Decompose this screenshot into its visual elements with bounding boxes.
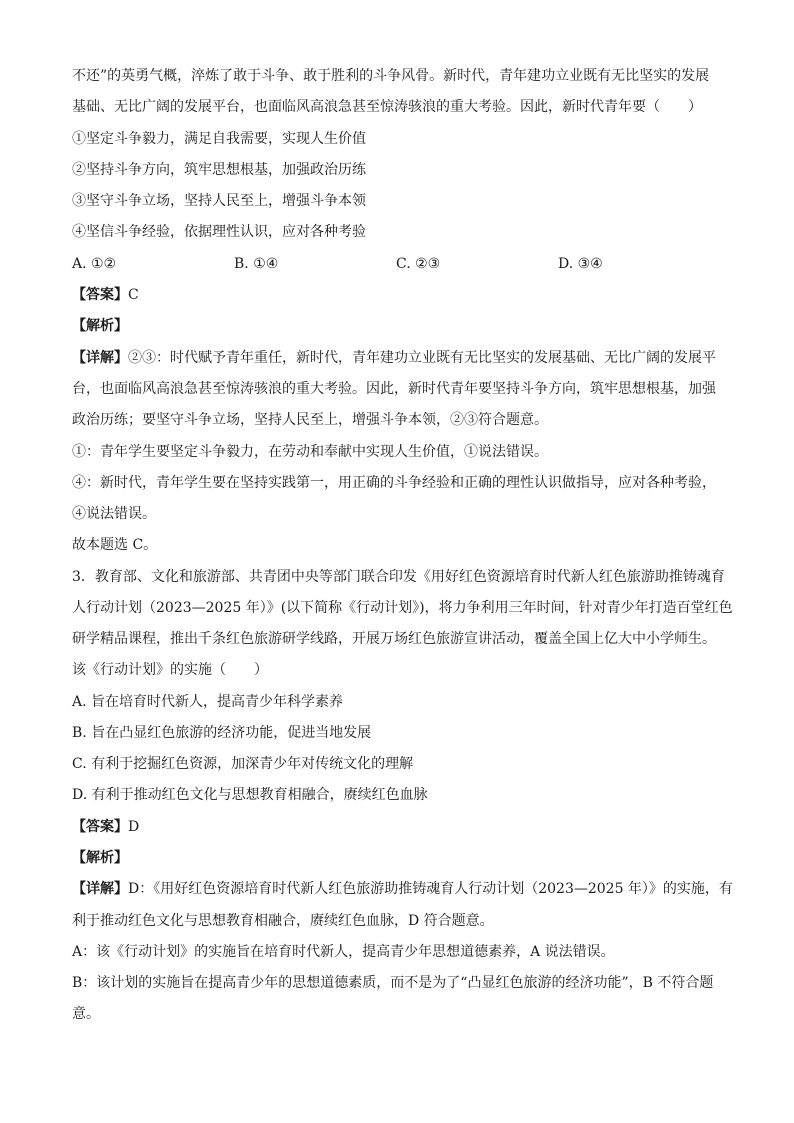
q3-option-b: B. 旨在凸显红色旅游的经济功能，促进当地发展 [72,725,372,741]
q2-detail-line: 政治历练；要坚守斗争立场，坚持人民至上，增强斗争本领，②③符合题意。 [72,412,548,428]
q2-detail-line: 台，也面临风高浪急甚至惊涛骇浪的重大考验。因此，新时代青年要坚持斗争方向，筑牢思想根基，加强 [72,381,716,397]
detail-text: ②③：时代赋予青年重任，新时代，青年建功立业既有无比坚实的发展基础、无比广阔的发展平 [128,350,716,366]
detail-tag: 【详解】 [72,350,128,366]
q2-statement-3: ③坚守斗争立场，坚持人民至上，增强斗争本领 [72,193,366,209]
q3-option-d: D. 有利于推动红色文化与思想教育相融合，赓续红色血脉 [72,787,428,803]
answer-value: C [128,287,139,303]
q3-detail-line: 利于推动红色文化与思想教育相融合，赓续红色血脉，D 符合题意。 [72,913,494,929]
q3-detail-line: B：该计划的实施旨在提高青少年的思想道德素质，而不是为了“凸显红色旅游的经济功能”，B 不符合题 [72,975,714,991]
q2-statement-2: ②坚持斗争方向，筑牢思想根基，加强政治历练 [72,162,366,178]
q2-option-d: D. ③④ [558,256,603,272]
detail-text: D：《用好红色资源培育时代新人红色旅游助推铸魂育人行动计划（2023—2025 年）》的实施，有 [128,881,733,897]
q2-option-b: B. ①④ [234,256,279,272]
answer-tag: 【答案】 [72,819,128,835]
q3-option-a: A. 旨在培育时代新人，提高青少年科学素养 [72,694,344,710]
q3-option-c: C. 有利于挖掘红色资源，加深青少年对传统文化的理解 [72,756,414,772]
q2-detail-line: ①：青年学生要坚定斗争毅力，在劳动和奉献中实现人生价值，①说法错误。 [72,444,548,460]
detail-tag: 【详解】 [72,881,128,897]
q2-answer [72,285,139,305]
q3-answer [72,817,139,837]
q3-stem-line: 3．教育部、文化和旅游部、共青团中央等部门联合印发《用好红色资源培育时代新人红色旅游助推铸魂育 [72,569,725,585]
q2-statement-1: ①坚定斗争毅力，满足自我需要，实现人生价值 [72,131,366,147]
q2-option-c: C. ②③ [396,256,441,272]
q2-conclusion: 故本题选 C。 [72,537,158,553]
q2-detail-line: ④说法错误。 [72,506,156,522]
q2-option-a: A. ①② [72,256,117,272]
q2-options [72,254,712,274]
q2-stem-line: 基础、无比广阔的发展平台，也面临风高浪急甚至惊涛骇浪的重大考验。因此，新时代青年要（ ） [72,99,702,115]
q2-stem-line: 不还”的英勇气概，淬炼了敢于斗争、敢于胜利的斗争风骨。新时代，青年建功立业既有无比坚实的发展 [72,68,710,84]
q3-detail-line: A：该《行动计划》的实施旨在培育时代新人，提高青少年思想道德素养，A 说法错误。 [72,944,615,960]
q2-detail-line: ④：新时代，青年学生要在坚持实践第一，用正确的斗争经验和正确的理性认识做指导，应对各种考验， [72,475,716,491]
answer-tag: 【答案】 [72,287,128,303]
q3-stem-line: 人行动计划（2023—2025 年）》(以下简称《行动计划》)，将力争利用三年时间，针对青少年打造百堂红色 [72,600,733,616]
q3-detail-line [72,879,733,899]
q3-analysis-tag: 【解析】 [72,850,128,866]
q3-stem-line: 该《行动计划》的实施（ ） [72,662,268,678]
q3-detail-line: 意。 [72,1006,100,1022]
q2-analysis-tag: 【解析】 [72,318,128,334]
q2-detail-line [72,348,716,368]
q3-stem-line: 研学精品课程，推出千条红色旅游研学线路，开展万场红色旅游宣讲活动，覆盖全国上亿大中小学师生。 [72,631,716,647]
q2-statement-4: ④坚信斗争经验，依据理性认识，应对各种考验 [72,224,366,240]
answer-value: D [128,819,140,835]
